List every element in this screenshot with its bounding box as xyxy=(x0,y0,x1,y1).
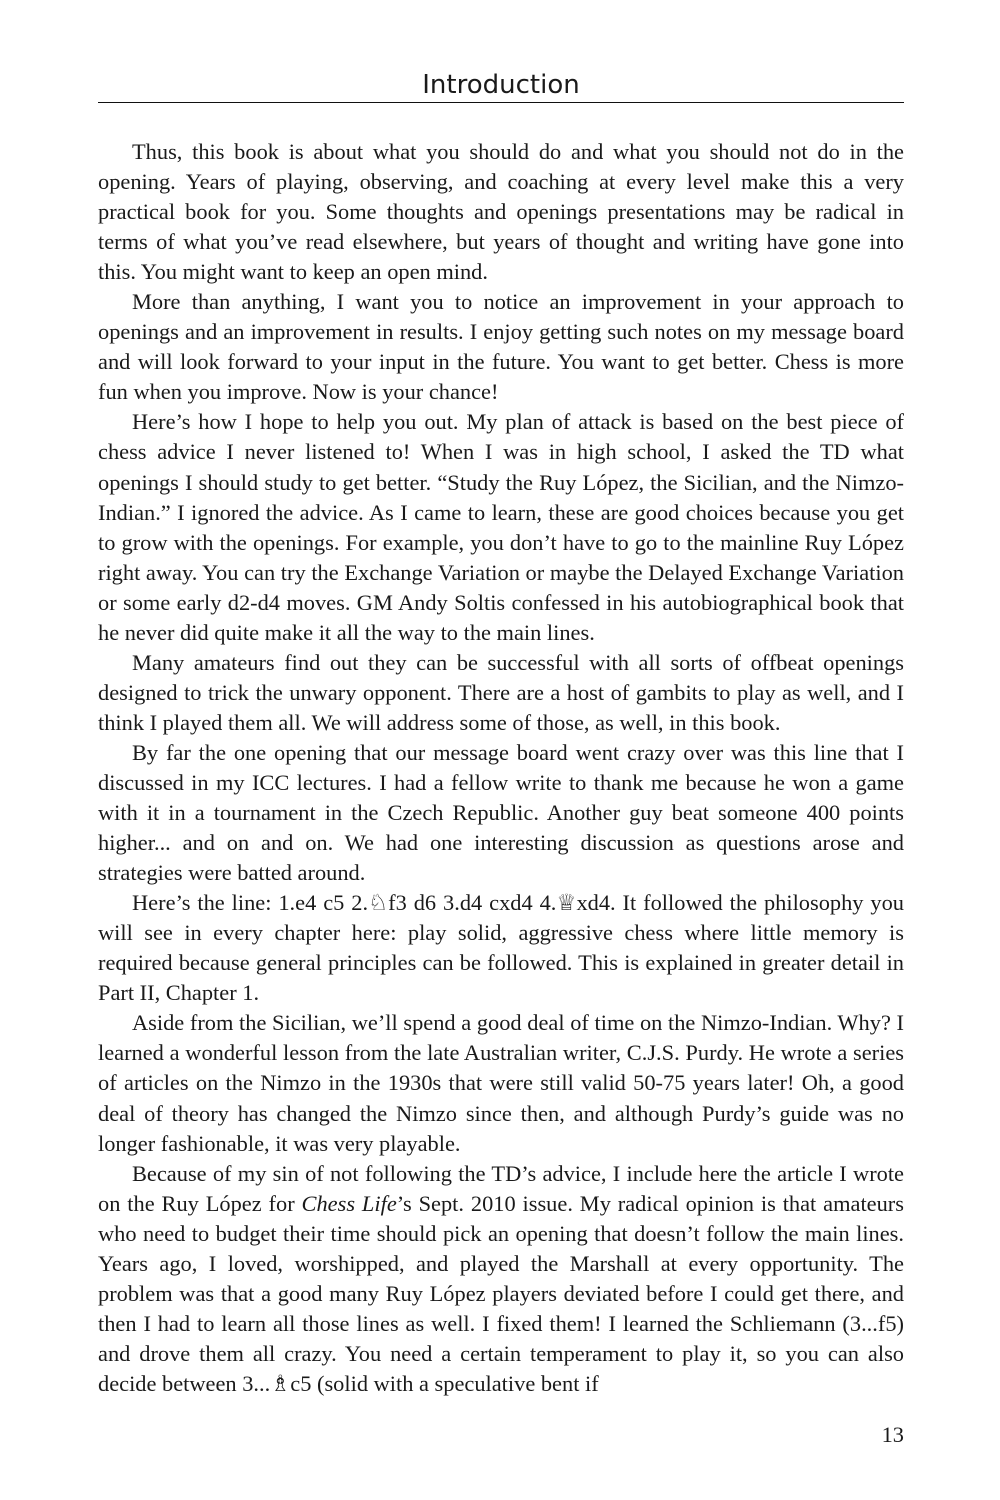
page-number: 13 xyxy=(881,1422,904,1447)
running-title: Introduction xyxy=(422,70,580,100)
paragraph: More than anything, I want you to notice an improvement in your approach to openings and an improvement in results. I enjoy getting such notes on my message board and will look forward to your input in the future. You want to get better. Chess is more fun when you improve. Now is your chance! xyxy=(98,289,904,405)
paragraph: Many amateurs find out they can be successful with all sorts of offbeat openings designed to trick the unwary opponent. There are a host of gambits to play as well, and I think I played them all. We will address some of those, as well, in this book. xyxy=(98,649,904,735)
paragraph: By far the one opening that our message board went crazy over was this line that I discussed in my ICC lectures. I had a fellow write to thank me because he won a game with it in a tournament in the Czech Republic. Another guy beat someone 400 points higher... and on and on. We had one interesting discussion as questions arose and strategies were batted around. xyxy=(98,739,904,886)
paragraph: Thus, this book is about what you should do and what you should not do in the opening. Years of playing, observing, and coaching at every level make this a very practical book for you. Some thoughts and openings presentations may be radical in terms of what you’ve read elsewhere, but years of thought and writing have gone into this. You might want to keep an open mind. xyxy=(98,139,904,285)
body-text xyxy=(98,137,904,1399)
magazine-title: Chess Life xyxy=(301,1190,397,1216)
header-rule xyxy=(98,102,904,103)
paragraph: Aside from the Sicilian, we’ll spend a good deal of time on the Nimzo-Indian. Why? I learned a wonderful lesson from the late Australian writer, C.J.S. Purdy. He wrote a series of articles on the Nimzo in the 1930s that were still valid 50-75 years later! Oh, a good deal of theory has changed the Nimzo since then, and although Purdy’s guide was no longer fashionable, it was very playable. xyxy=(98,1010,904,1156)
paragraph-text: Because of my sin of not following the TD’s advice, I include here the article I wrote on the Ruy López for xyxy=(98,1160,904,1216)
paragraph xyxy=(98,1159,904,1399)
paragraph: Here’s how I hope to help you out. My plan of attack is based on the best piece of chess advice I never listened to! When I was in high school, I asked the TD what openings I should study to get better. “Study the Ruy López, the Sicilian, and the Nimzo-Indian.” I ignored the advice. As I came to learn, these are good choices because you get to grow with the openings. For example, you don’t have to go to the mainline Ruy López right away. You can try the Exchange Variation or maybe the Delayed Exchange Variation or some early d2-d4 moves. GM Andy Soltis confessed in his autobiographical book that he never did quite make it all the way to the main lines. xyxy=(98,409,904,645)
paragraph: Here’s the line: 1.e4 c5 2.♘f3 d6 3.d4 cxd4 4.♕xd4. It followed the philosophy you will see in every chapter here: play solid, aggressive chess where little memory is required because general principles can be followed. This is explained in greater detail in Part II, Chapter 1. xyxy=(98,890,904,1006)
paragraph-text: ’s Sept. 2010 issue. My radical opinion is that amateurs who need to budget their time should pick an opening that doesn’t follow the main lines. Years ago, I loved, worshipped, and played the Marshall at every opportunity. The problem was that a good many Ruy López players deviated before I could get there, and then I had to learn all those lines as well. I fixed them! I learned the Schliemann (3...f5) and drove them all crazy. You need a certain temperament to play it, so you can also decide between 3...♗c5 (solid with a speculative bent if xyxy=(98,1190,904,1396)
